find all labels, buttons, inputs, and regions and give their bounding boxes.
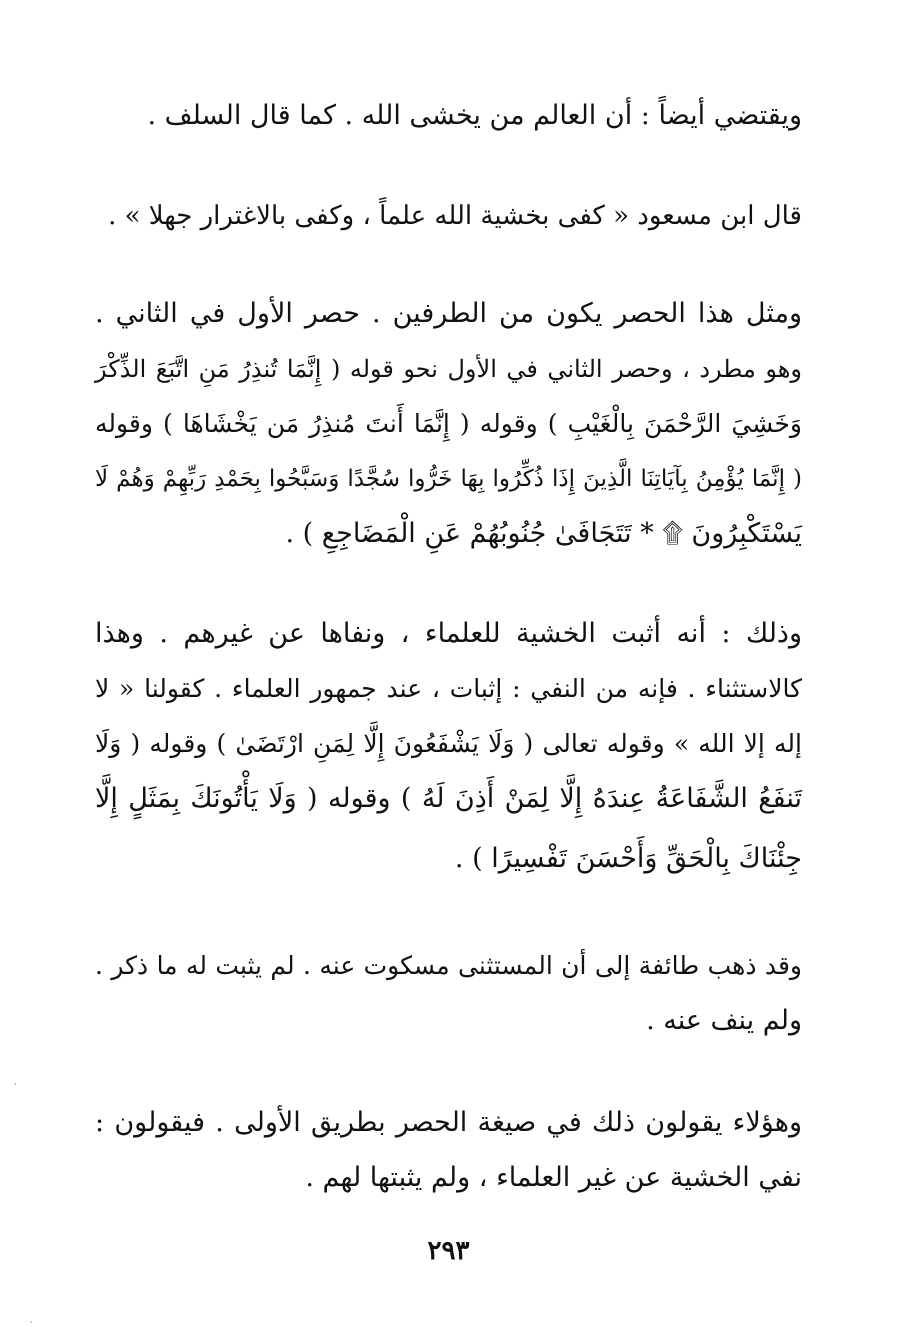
- text-line: وَخَشِيَ الرَّحْمَنَ بِالْغَيْبِ ) وقوله ( إِنَّمَا أَنتَ مُنذِرُ مَن يَخْشَاهَا ) وقوله: [95, 409, 802, 438]
- text-line: وهؤلاء يقولون ذلك في صيغة الحصر بطريق الأولى . فيقولون :: [95, 1107, 802, 1138]
- text-line: وهو مطرد ، وحصر الثاني في الأول نحو قوله ( إِنَّمَا تُنذِرُ مَنِ اتَّبَعَ الذِّكْرَ: [95, 355, 802, 383]
- text-line: ولم ينف عنه .: [646, 1005, 802, 1036]
- page-number: ٢٩٣: [427, 1236, 470, 1266]
- text-line: إله إلا الله » وقوله تعالى ( وَلَا يَشْفَعُونَ إِلَّا لِمَنِ ارْتَضَىٰ ) وقوله ( وَلَا: [95, 729, 802, 758]
- text-line: وذلك : أنه أثبت الخشية للعلماء ، ونفاها عن غيرهم . وهذا: [95, 618, 802, 649]
- text-line: قال ابن مسعود « كفى بخشية الله علماً ، وكفى بالاغترار جهلا » .: [108, 201, 802, 231]
- text-line: جِئْنَاكَ بِالْحَقِّ وَأَحْسَنَ تَفْسِيرًا ) .: [454, 843, 802, 874]
- text-line: وقد ذهب طائفة إلى أن المستثنى مسكوت عنه . لم يثبت له ما ذكر .: [95, 951, 802, 980]
- scan-speck: [14, 1083, 16, 1085]
- text-line: ويقتضي أيضاً : أن العالم من يخشى الله . كما قال السلف .: [147, 100, 802, 131]
- text-line: ( إِنَّمَا يُؤْمِنُ بِآيَاتِنَا الَّذِينَ إِذَا ذُكِّرُوا بِهَا خَرُّوا سُجَّدًا وَسَبَّحُوا بِحَمْدِ رَبِّهِمْ وَهُمْ لَا: [95, 466, 802, 492]
- text-line: تَنفَعُ الشَّفَاعَةُ عِندَهُ إِلَّا لِمَنْ أَذِنَ لَهُ ) وقوله ( وَلَا يَأْتُونَكَ بِمَثَلٍ إِلَّا: [95, 783, 802, 814]
- text-line: كالاستثناء . فإنه من النفي : إثبات ، عند جمهور العلماء . كقولنا « لا: [95, 674, 802, 703]
- text-line: يَسْتَكْبِرُونَ ۩ * تَتَجَافَىٰ جُنُوبُهُمْ عَنِ الْمَضَاجِعِ ) .: [285, 518, 802, 549]
- text-line: ومثل هذا الحصر يكون من الطرفين . حصر الأول في الثاني .: [95, 298, 802, 329]
- text-line: نفي الخشية عن غير العلماء ، ولم يثبتها لهم .: [305, 1162, 802, 1193]
- scan-speck: [30, 1321, 32, 1323]
